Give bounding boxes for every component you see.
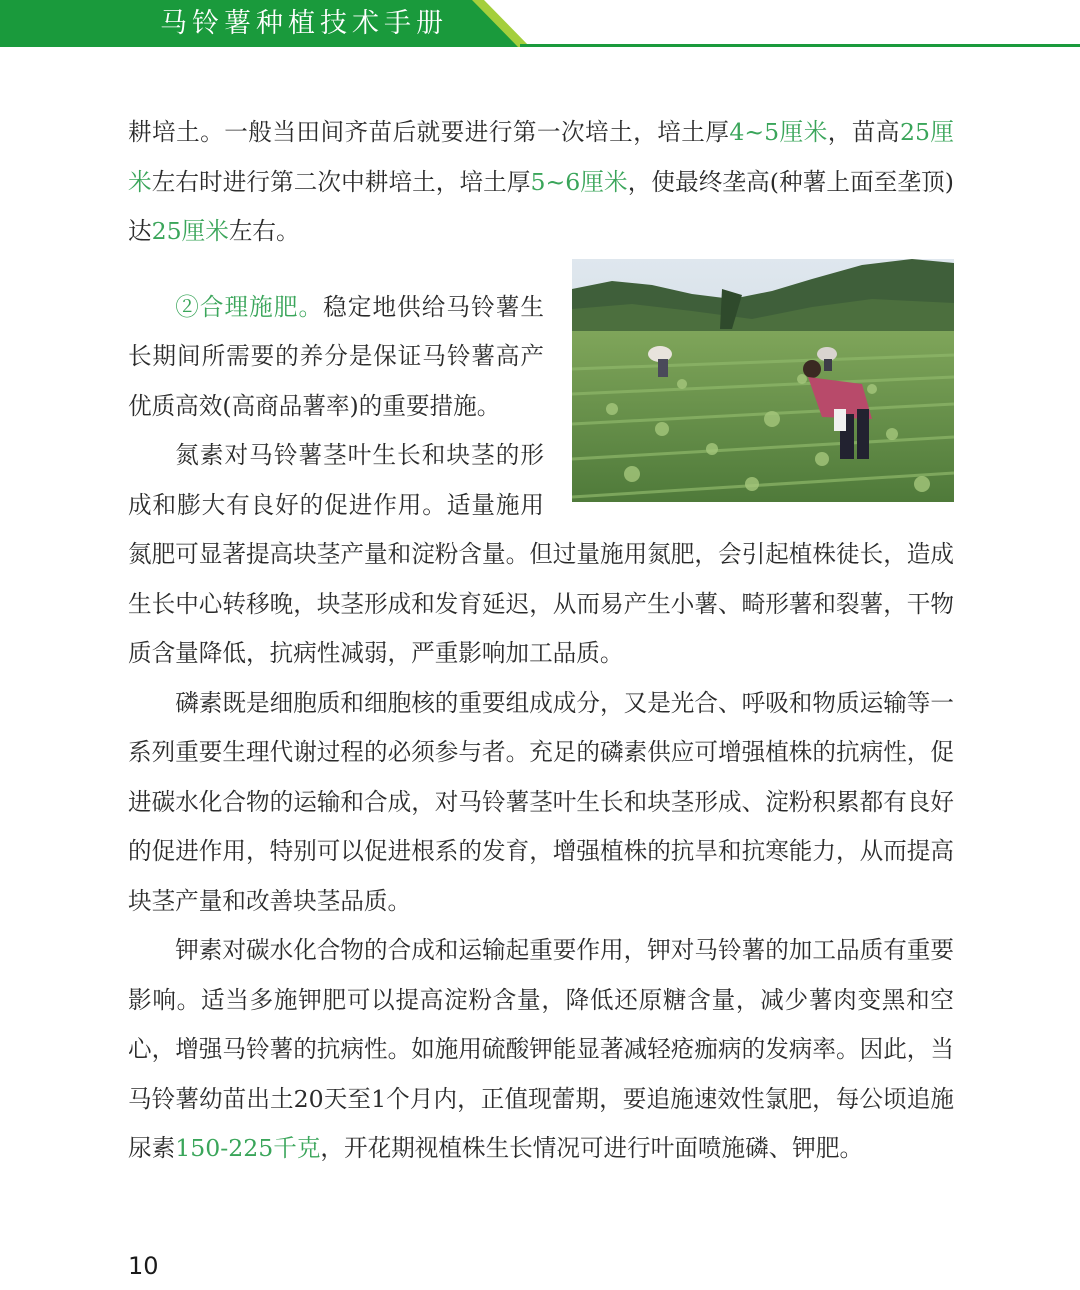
paragraph-ridging: 耕培土。一般当田间齐苗后就要进行第一次培土，培土厚4~5厘米，苗高25厘米左右时进行第二次中耕培土，培土厚5~6厘米，使最终垄高(种薯上面至垄顶)达25厘米左右。 — [128, 118, 955, 245]
measure-highlight: 4~5厘米 — [729, 118, 828, 146]
page-header — [0, 0, 1080, 52]
book-title: 马铃薯种植技术手册 — [160, 8, 448, 39]
measure-highlight: 25厘米 — [128, 118, 955, 196]
measure-highlight: 25厘米 — [151, 217, 229, 245]
section-heading: ②合理施肥。 — [175, 292, 324, 321]
header-rule — [520, 44, 1080, 47]
paragraph-potassium: 钾素对碳水化合物的合成和运输起重要作用，钾对马铃薯的加工品质有重要影响。适当多施钾肥可以提高淀粉含量，降低还原糖含量，减少薯肉变黑和空心，增强马铃薯的抗病性。如施用硫酸钾能显著减轻疮痂病的发病率。因此，当马铃薯幼苗出土20天至1个月内，正值现蕾期，要追施速效性氯肥，每公顷追施尿素150-225千克，开花期视植株生长情况可进行叶面喷施磷、钾肥。 — [128, 936, 954, 1162]
measure-highlight: 5~6厘米 — [530, 167, 628, 196]
paragraph-nitrogen: 氮素对马铃薯茎叶生长和块茎的形成和膨大有良好的促进作用。适量施用氮肥可显著提高块茎产量和淀粉含量。但过量施用氮肥，会引起植株徒长，造成生长中心转移晚，块茎形成和发育延迟，从而易产生小薯、畸形薯和裂薯，干物质含量降低，抗病性减弱，严重影响加工品质。 — [128, 441, 954, 667]
paragraph-fertilization: ②合理施肥。稳定地供给马铃薯生长期间所需要的养分是保证马铃薯高产优质高效(高商品薯率)的重要措施。 — [128, 292, 545, 420]
field-image — [572, 259, 954, 502]
measure-highlight: 150-225千克 — [175, 1134, 321, 1162]
page-number: 10 — [128, 1252, 159, 1280]
page-body — [128, 108, 954, 1174]
paragraph-phosphorus: 磷素既是细胞质和细胞核的重要组成成分，又是光合、呼吸和物质运输等一系列重要生理代谢过程的必须参与者。充足的磷素供应可增强植株的抗病性，促进碳水化合物的运输和合成，对马铃薯茎叶生长和块茎形成、淀粉积累都有良好的促进作用，特别可以促进根系的发育，增强植株的抗旱和抗寒能力，从而提高块茎产量和改善块茎品质。 — [128, 688, 954, 915]
potato-field-photo — [572, 259, 954, 502]
